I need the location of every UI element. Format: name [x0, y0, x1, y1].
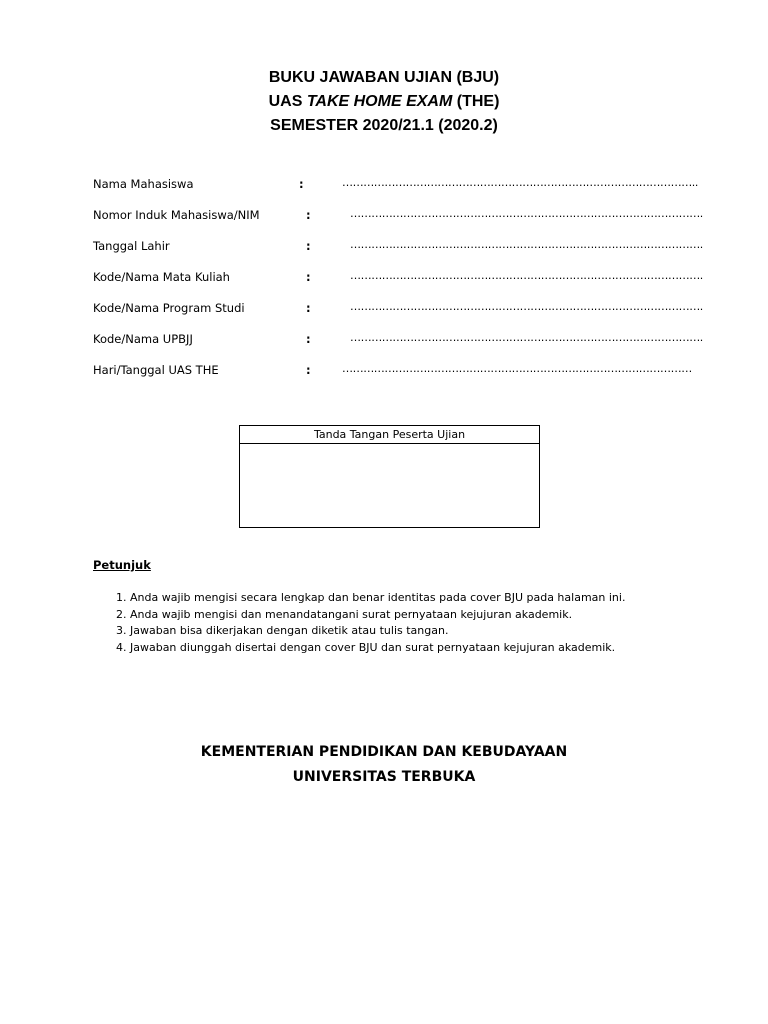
- university-name: UNIVERSITAS TERBUKA: [292, 769, 476, 785]
- list-item: 2. Anda wajib mengisi dan menandatangani surat pernyataan kejujuran akademik.: [116, 607, 573, 621]
- instructions-list: [116, 590, 625, 656]
- field-label: Nama Mahasiswa: [93, 177, 194, 191]
- field-colon: :: [306, 239, 311, 253]
- list-item: 4. Jawaban diunggah disertai dengan cover BJU dan surat pernyataan kejujuran akademik.: [116, 640, 616, 654]
- title-uas-prefix: UAS: [268, 93, 307, 110]
- field-fill-line[interactable]: ……………………………………………………………………………………….: [350, 331, 703, 344]
- institution-footer: [0, 740, 768, 790]
- field-colon: :: [299, 177, 304, 191]
- title-line-semester: SEMESTER 2020/21.1 (2020.2): [270, 117, 498, 134]
- list-item: 3. Jawaban bisa dikerjakan dengan diketik atau tulis tangan.: [116, 624, 449, 637]
- signature-box-header: Tanda Tangan Peserta Ujian: [240, 426, 539, 444]
- signature-area[interactable]: [240, 444, 539, 528]
- field-label: Kode/Nama Program Studi: [93, 301, 245, 315]
- field-fill-line[interactable]: ……………………………………………………………………………………….: [350, 300, 703, 313]
- field-colon: :: [306, 270, 311, 284]
- signature-box: [239, 425, 540, 528]
- field-colon: :: [306, 208, 311, 222]
- field-fill-line[interactable]: ……………………………………………………………………………………….: [350, 238, 703, 251]
- field-label: Hari/Tanggal UAS THE: [93, 363, 219, 377]
- field-colon: :: [306, 332, 311, 346]
- document-title: [0, 66, 768, 138]
- field-colon: :: [306, 301, 311, 315]
- field-label: Kode/Nama UPBJJ: [93, 332, 193, 346]
- field-fill-line[interactable]: ………………………………………………………………………………………: [342, 362, 692, 375]
- ministry-name: KEMENTERIAN PENDIDIKAN DAN KEBUDAYAAN: [200, 744, 568, 760]
- title-line-bju: BUKU JAWABAN UJIAN (BJU): [268, 69, 500, 86]
- title-take-home-exam: TAKE HOME EXAM: [306, 93, 453, 110]
- field-fill-line[interactable]: ……………………………………………………………………………………….: [350, 207, 703, 220]
- field-fill-line[interactable]: ……………………………………………………………………………………….: [350, 269, 703, 282]
- field-fill-line[interactable]: ………………………………………………………………………………………..: [342, 176, 698, 189]
- list-item: 1. Anda wajib mengisi secara lengkap dan benar identitas pada cover BJU pada halaman ini.: [116, 591, 626, 604]
- title-uas-suffix: (THE): [452, 93, 500, 110]
- field-label: Nomor Induk Mahasiswa/NIM: [93, 208, 260, 222]
- field-label: Tanggal Lahir: [93, 239, 170, 253]
- field-colon: :: [306, 363, 311, 377]
- instructions-title: Petunjuk: [93, 558, 151, 572]
- title-line-uas: [0, 90, 768, 114]
- field-label: Kode/Nama Mata Kuliah: [93, 270, 230, 284]
